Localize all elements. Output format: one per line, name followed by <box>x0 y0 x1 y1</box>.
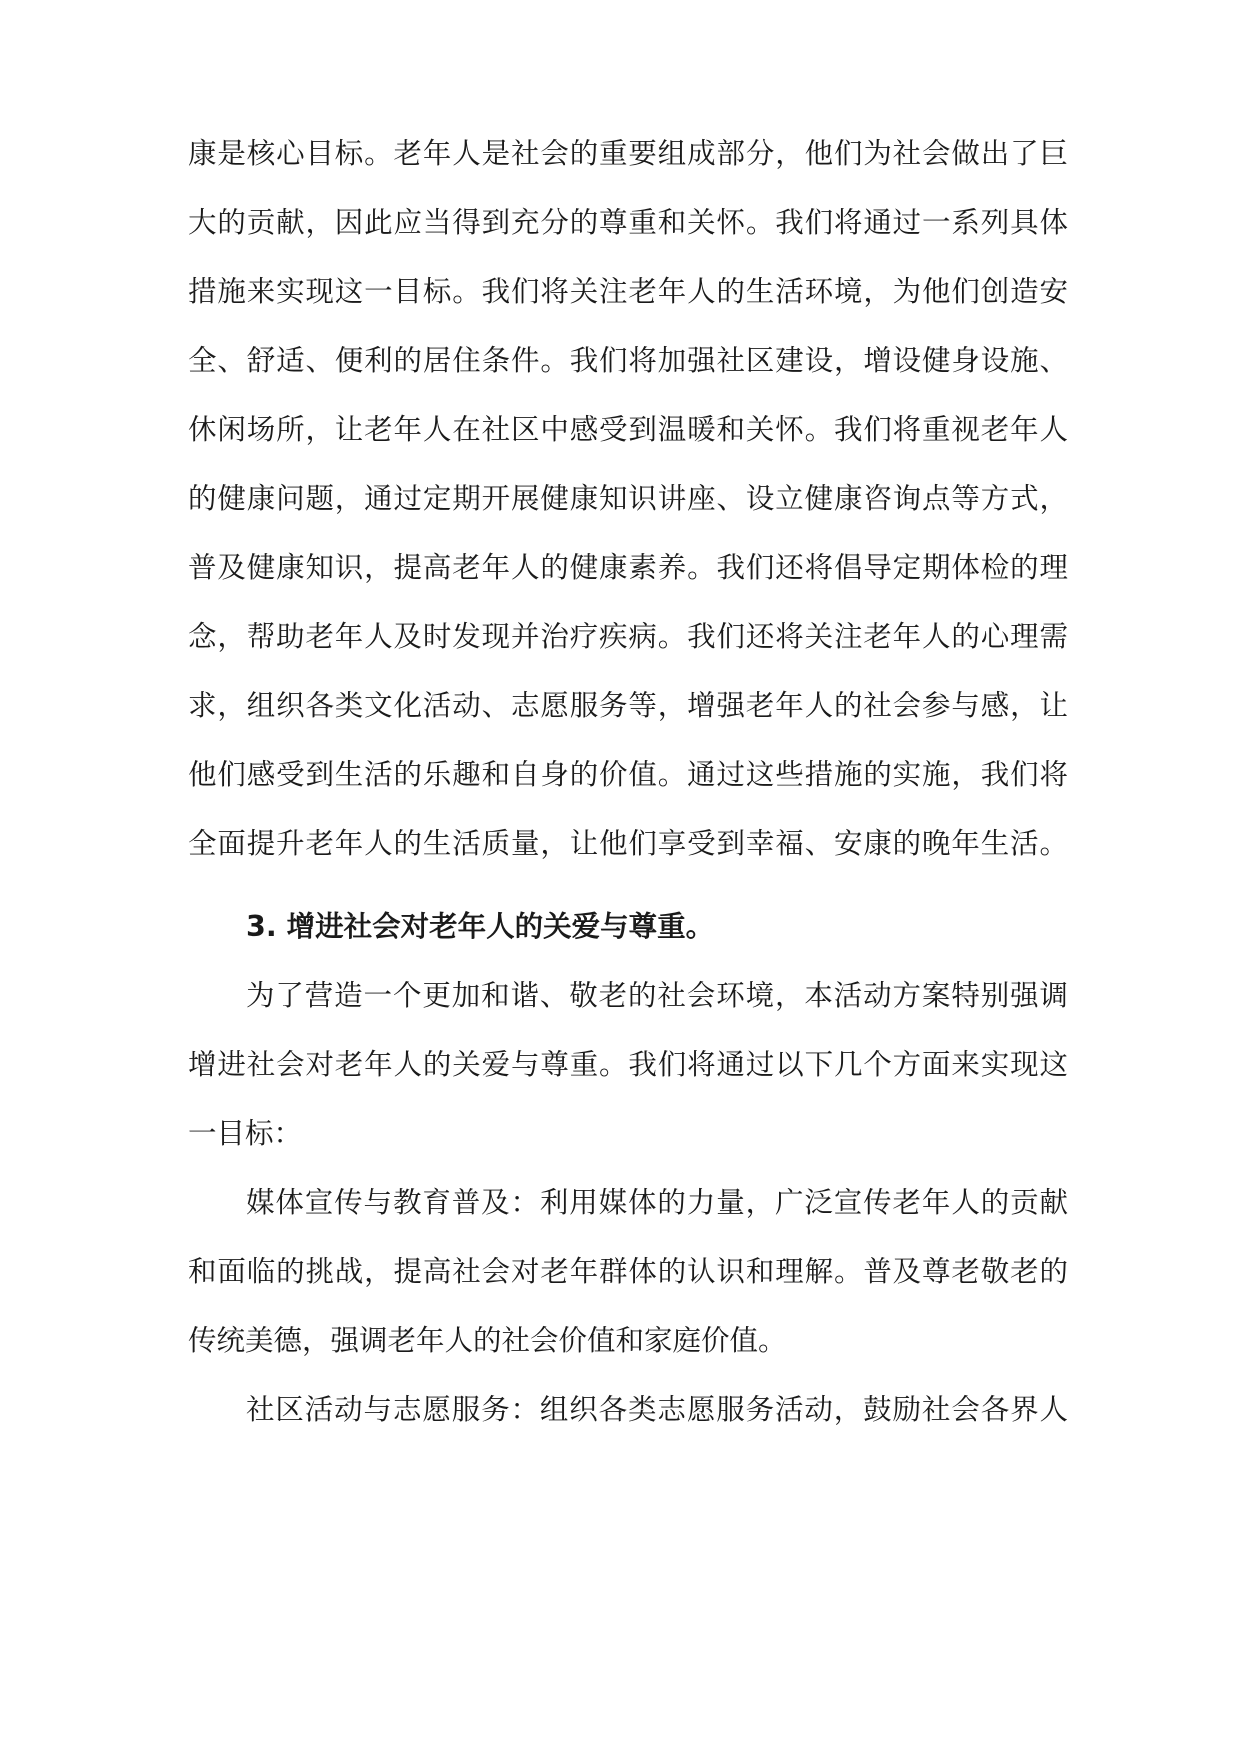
paragraph-line: 康是核心目标。老年人是社会的重要组成部分，他们为社会做出了巨 <box>188 137 1068 170</box>
paragraph-line: 为了营造一个更加和谐、敬老的社会环境，本活动方案特别强调 <box>246 979 1068 1012</box>
paragraph-line: 一目标： <box>188 1117 303 1150</box>
paragraph-line: 增进社会对老年人的关爱与尊重。我们将通过以下几个方面来实现这 <box>188 1048 1068 1081</box>
paragraph-line: 社区活动与志愿服务：组织各类志愿服务活动，鼓励社会各界人 <box>246 1393 1068 1426</box>
paragraph-line: 大的贡献，因此应当得到充分的尊重和关怀。我们将通过一系列具体 <box>188 206 1068 239</box>
paragraph-line: 传统美德，强调老年人的社会价值和家庭价值。 <box>188 1324 787 1357</box>
paragraph-line: 的健康问题，通过定期开展健康知识讲座、设立健康咨询点等方式， <box>188 482 1068 515</box>
paragraph-line: 求，组织各类文化活动、志愿服务等，增强老年人的社会参与感，让 <box>188 689 1068 722</box>
paragraph-line: 念，帮助老年人及时发现并治疗疾病。我们还将关注老年人的心理需 <box>188 620 1068 653</box>
paragraph-line: 普及健康知识，提高老年人的健康素养。我们还将倡导定期体检的理 <box>188 551 1068 584</box>
paragraph-line: 他们感受到生活的乐趣和自身的价值。通过这些措施的实施，我们将 <box>188 758 1068 791</box>
paragraph-line: 媒体宣传与教育普及：利用媒体的力量，广泛宣传老年人的贡献 <box>246 1186 1068 1219</box>
paragraph-line: 休闲场所，让老年人在社区中感受到温暖和关怀。我们将重视老年人 <box>188 413 1068 446</box>
paragraph-line: 措施来实现这一目标。我们将关注老年人的生活环境，为他们创造安 <box>188 275 1068 308</box>
paragraph-line: 和面临的挑战，提高社会对老年群体的认识和理解。普及尊老敬老的 <box>188 1255 1068 1288</box>
paragraph-line: 全、舒适、便利的居住条件。我们将加强社区建设，增设健身设施、 <box>188 344 1068 377</box>
paragraph-line: 全面提升老年人的生活质量，让他们享受到幸福、安康的晚年生活。 <box>188 827 1068 860</box>
section-heading: 3. 增进社会对老年人的关爱与尊重。 <box>246 910 715 943</box>
